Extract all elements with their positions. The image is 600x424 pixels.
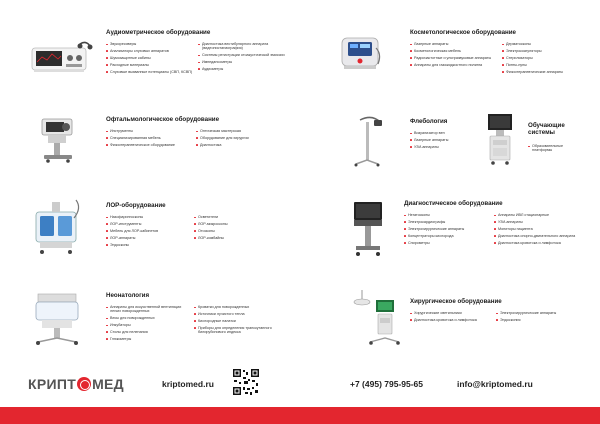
qr-code-icon <box>232 368 260 396</box>
surgical-equipment-image <box>346 288 400 350</box>
list-item: Аппараты для искусственной вентиляции легких новорожденных <box>106 305 190 314</box>
list-item: Электрокоагуляторы <box>502 49 588 53</box>
section-title-surgical: Хирургическое оборудование <box>410 298 502 305</box>
ent-unit-image <box>30 198 84 258</box>
list-cosmetic-col2 <box>502 42 588 76</box>
list-item: УЗИ-аппараты <box>410 145 480 149</box>
vein-viewer-image <box>352 112 386 170</box>
list-item: ЛОР-аппараты <box>106 236 192 240</box>
section-title-cosmetic: Косметологическое оборудование <box>410 29 517 36</box>
list-item: Мониторы пациента <box>494 227 588 231</box>
section-title-neonatal: Неонатология <box>106 292 150 299</box>
list-item: Шумозащитные кабины <box>106 56 196 60</box>
list-item: Негатоскопы <box>404 213 492 217</box>
list-item: УЗИ-аппараты <box>494 220 588 224</box>
incubator-image <box>30 290 84 350</box>
ophthalmic-device-image <box>36 115 82 165</box>
list-ophthalmo-col2 <box>196 129 286 150</box>
list-item: Стерилизаторы <box>502 56 588 60</box>
list-item: Концентраторы кислорода <box>404 234 492 238</box>
list-item: Отоскопы <box>194 229 274 233</box>
list-diagnostic-col2 <box>494 213 588 247</box>
logo-text-right: МЕД <box>92 376 124 392</box>
list-item: Визуализатор вен <box>410 131 480 135</box>
list-cosmetic-col1 <box>410 42 500 70</box>
training-system-image <box>484 112 516 170</box>
list-item: Анализаторы слуховых аппаратов <box>106 49 196 53</box>
list-item: Диагностика кровотока и лимфотока <box>410 318 494 322</box>
list-item: Диагностика вестибулярного аппарата (видеонистагмография) <box>198 42 288 51</box>
phone-number[interactable]: +7 (495) 795-95-65 <box>350 379 424 389</box>
list-item: Диагностика <box>196 143 286 147</box>
list-item: Пинты-пуны <box>502 63 588 67</box>
list-item: Специализированная мебель <box>106 136 194 140</box>
list-item: Осветители <box>194 215 274 219</box>
list-item: ЛОР-микроскопы <box>194 222 274 226</box>
list-audio-col2 <box>198 42 288 74</box>
list-item: Эндоскопы <box>106 243 192 247</box>
list-item: Лазерные аппараты <box>410 42 500 46</box>
list-surgical-col1 <box>410 311 494 325</box>
list-item: Физиотерапевтическое оборудование <box>106 143 194 147</box>
section-title-ophthalmo: Офтальмологическое оборудование <box>106 116 220 123</box>
list-item: Лазерные аппараты <box>410 138 480 142</box>
list-item: Аудиометры <box>198 67 288 71</box>
list-item: Приборы для определения транскутанного билирубинового индекса <box>194 326 290 335</box>
list-ent-col2 <box>194 215 274 243</box>
brand-logo <box>28 376 124 392</box>
footer-accent-bar <box>0 407 600 424</box>
list-item: Источники лучистого тепла <box>194 312 290 316</box>
list-item: Косметологическая мебель <box>410 49 500 53</box>
logo-text-left: КРИПТ <box>28 376 77 392</box>
list-item: Инкубаторы <box>106 323 190 327</box>
section-title-diagnostic: Диагностическое оборудование <box>404 200 503 207</box>
list-ent-col1 <box>106 215 192 249</box>
list-item: Глюкометры <box>106 337 190 341</box>
section-title-audio: Аудиометрическое оборудование <box>106 29 211 36</box>
list-item: Хирургические светильники <box>410 311 494 315</box>
logo-mark-icon <box>77 377 91 391</box>
list-item: Электрохирургические аппараты <box>404 227 492 231</box>
list-item: Импедансометры <box>198 60 288 64</box>
list-audio-col1 <box>106 42 196 76</box>
list-item: Оборудование для хирургии <box>196 136 286 140</box>
list-item: Инструменты <box>106 129 194 133</box>
email-link[interactable]: info@kriptomed.ru <box>457 379 533 389</box>
list-item: Аппараты для газожидкостного пилинга <box>410 63 500 67</box>
list-item: Кислородные палатки <box>194 319 290 323</box>
list-item: Радиочастотные и ультразвуковые аппараты <box>410 56 500 60</box>
list-item: Диагностика опорно-двигательного аппарата <box>494 234 588 238</box>
list-item: Аппараты ИВЛ стационарные <box>494 213 588 217</box>
list-phlebo <box>410 131 480 152</box>
list-item: Весы для новорожденных <box>106 316 190 320</box>
list-surgical-col2 <box>496 311 584 325</box>
list-item: Столы для пеленания <box>106 330 190 334</box>
list-item: Спирометры <box>404 241 492 245</box>
list-item: Диагностика кровотока и лимфотока <box>494 241 588 245</box>
cosmetic-device-image <box>336 30 384 76</box>
section-title-education: Обучающие системы <box>528 122 565 136</box>
list-item: Физиотерапевтические аппараты <box>502 70 588 74</box>
list-ophthalmo-col1 <box>106 129 194 150</box>
list-item: Оптическая мастерская <box>196 129 286 133</box>
list-education <box>528 144 580 155</box>
list-item: Слуховые вызванные потенциалы (СВП, КСВП) <box>106 70 196 74</box>
list-item: Назофарингоскопы <box>106 215 192 219</box>
list-item: Расходные материалы <box>106 63 196 67</box>
section-title-ent: ЛОР-оборудование <box>106 202 166 209</box>
audiometer-image <box>28 38 94 80</box>
list-diagnostic-col1 <box>404 213 492 247</box>
list-item: ЛОР-инструменты <box>106 222 192 226</box>
list-item: Кроватки для новорожденных <box>194 305 290 309</box>
list-item: ЛОР-комбайны <box>194 236 274 240</box>
list-neonatal-col1 <box>106 305 190 344</box>
list-item: Электрохирургические аппараты <box>496 311 584 315</box>
section-title-phlebo: Флебология <box>410 118 448 125</box>
list-item: Системы регистрации отоакустической эмиссии <box>198 53 288 57</box>
list-item: Образовательные платформы <box>528 144 580 153</box>
list-item: Эндоскопия <box>496 318 584 322</box>
list-item: Дерматоскопы <box>502 42 588 46</box>
list-neonatal-col2 <box>194 305 290 337</box>
list-item: Мебель для ЛОР-кабинетов <box>106 229 192 233</box>
website-link[interactable]: kriptomed.ru <box>162 379 214 389</box>
list-item: Электрокардиографы <box>404 220 492 224</box>
diagnostic-cart-image <box>348 198 388 260</box>
list-item: Звукоресиверы <box>106 42 196 46</box>
